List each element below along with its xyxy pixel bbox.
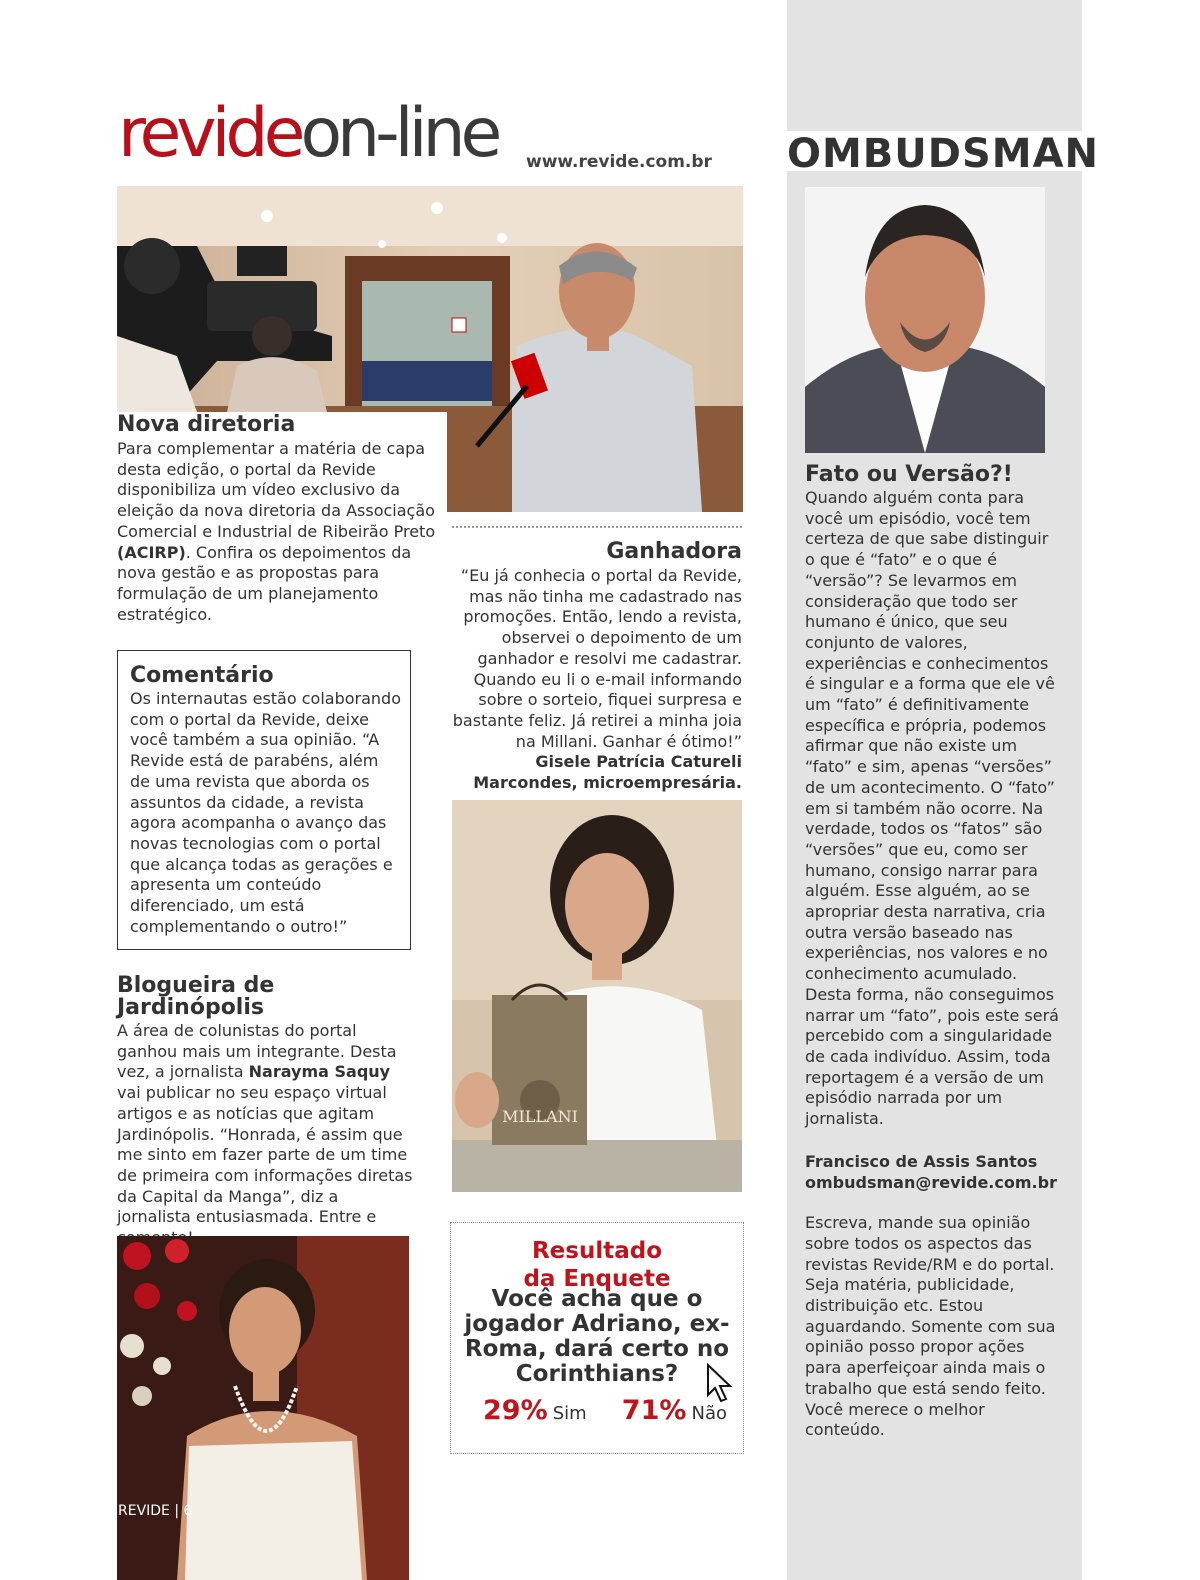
- comentario-box: [117, 650, 411, 950]
- poll-yes-pct: 29%: [483, 1395, 548, 1426]
- nova-diretoria-title: Nova diretoria: [117, 412, 296, 437]
- poll-box: [450, 1222, 744, 1454]
- revide-online-logo: [118, 94, 498, 173]
- poll-yes-label: Sim: [552, 1403, 587, 1424]
- poll-question: Você acha que o jogador Adriano, ex-Roma, dará certo no Corinthians?: [464, 1286, 730, 1387]
- ombudsman-article-title: Fato ou Versão?!: [805, 462, 1013, 487]
- poll-title: Resultado da Enquete: [523, 1238, 671, 1292]
- ganhadora-section: [452, 541, 742, 794]
- ombudsman-photo: [805, 187, 1045, 453]
- ombudsman-article: [805, 464, 1060, 1441]
- logo-revide: revide: [118, 94, 301, 173]
- ganhadora-quote: “Eu já conhecia o portal da Revide, mas não tinha me cadastrado nas promoções. Então, lendo a revista, observei o depoimento de um ganhador e resolvi me cadastrar. Quando eu li o e-mail informando sobre o sorteio, fiquei surpresa e bastante feliz. Já retirei a minha joia na Millani. Ganhar é ótimo!”: [452, 566, 742, 751]
- ombudsman-email[interactable]: ombudsman@revide.com.br: [805, 1172, 1057, 1192]
- page-footer: REVIDE | 6: [118, 1503, 193, 1519]
- ganhadora-photo: [452, 800, 742, 1192]
- nova-diretoria-section: [117, 414, 447, 625]
- narayma-bold: Narayma Saquy: [248, 1062, 391, 1082]
- body-text: A área de colunistas do portal ganhou mais um integrante. Desta vez, a jornalista: [117, 1021, 397, 1082]
- acirp-bold: (ACIRP): [117, 542, 186, 562]
- ombudsman-author: Francisco de Assis Santos: [805, 1151, 1038, 1171]
- comentario-body: Os internautas estão colaborando com o portal da Revide, deixe você também a sua opinião. “A Revide está de parabéns, além de uma revista que aborda os assuntos da cidade, a revista agora acompanha o avanço das novas tecnologias com o portal que alcança todas as gerações e apresenta um conteúdo diferenciado, um está complementando o outro!”: [130, 689, 401, 936]
- body-text: Para complementar a matéria de capa desta edição, o portal da Revide disponibiliza um vídeo exclusivo da eleição da nova diretoria da Associação Comercial e Industrial de Ribeirão Preto: [117, 439, 436, 541]
- body-text: . Confira os depoimentos da nova gestão e as propostas para formulação de um planejamento estratégico.: [117, 542, 412, 624]
- poll-no-label: Não: [691, 1403, 728, 1424]
- site-url[interactable]: www.revide.com.br: [526, 152, 712, 172]
- section-divider: [452, 526, 742, 528]
- bag-brand-text: MILLANI: [502, 1107, 578, 1126]
- cursor-icon: [706, 1363, 736, 1403]
- body-text: vai publicar no seu espaço virtual artigos e as notícias que agitam Jardinópolis. “Honrada, é assim que me sinto em fazer parte de um time de primeira com informações diretas da Capital da Manga”, diz a jornalista entusiasmada. Entre e: [117, 1083, 413, 1227]
- ganhadora-title: Ganhadora: [606, 539, 742, 564]
- blogueira-body: [117, 1021, 417, 1249]
- blogueira-title: Blogueira de Jardinópolis: [117, 973, 275, 1020]
- ombudsman-article-body: Quando alguém conta para você um episódio, você tem certeza de que sabe distinguir o que é “fato” e o que é “versão”? Se levarmos em consideração que todo ser humano é único, que seu conjunto de valores, experiências e conhecimentos é singular e a forma que ele vê um “fato” é definitivamente específica e própria, podemos afirmar que não existe um “fato” e sim, apenas “versões” de um acontecimento. O “fato” em si também não ocorre. Na verdade, todos os “fatos” são “versões” que eu, como ser humano, consigo narrar para alguém. Esse alguém, ao se apropriar desta narrativa, cria outra versão baseado nas experiências, nos valores e no conhecimento acumulado. Desta forma, não conseguimos narrar um “fato”, pois este será percebido com a singularidade de cada indivíduo. Assim, toda reportagem é a versão de um episódio narrada por um jornalista.: [805, 488, 1059, 1129]
- ombudsman-title: OMBUDSMAN: [787, 131, 1100, 177]
- ombudsman-invite: Escreva, mande sua opinião sobre todos os aspectos das revistas Revide/RM e do portal. Seja matéria, publicidade, distribuição etc. Estou aguardando. Somente com sua opinião posso propor ações para aperfeiçoar ainda mais o trabalho que está sendo feito. Você merece o melhor conteúdo.: [805, 1213, 1056, 1440]
- blogueira-photo: [117, 1236, 409, 1580]
- nova-diretoria-body: [117, 439, 447, 625]
- blogueira-section: [117, 975, 417, 1249]
- comentario-title: Comentário: [130, 663, 274, 688]
- ganhadora-signature: Gisele Patrícia Catureli Marcondes, microempresária.: [473, 752, 742, 793]
- logo-online: on-line: [300, 94, 498, 173]
- poll-no-pct: 71%: [621, 1395, 687, 1426]
